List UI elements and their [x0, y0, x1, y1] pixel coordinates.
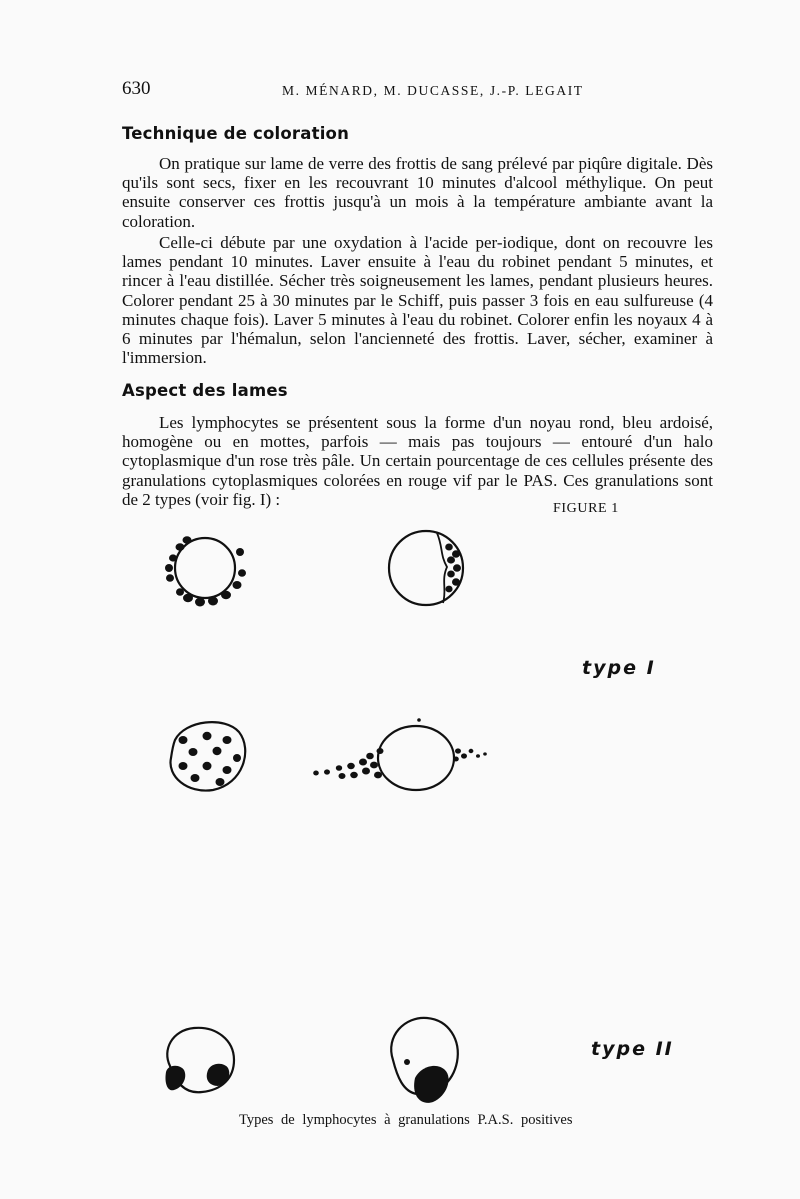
cell-drawing-cap-granule — [385, 1012, 465, 1107]
section-heading-aspect: Aspect des lames — [122, 381, 288, 400]
figure-label: FIGURE 1 — [553, 501, 619, 516]
figure-caption: Types de lymphocytes à granulations P.A.S. positives — [239, 1112, 573, 1128]
cell-drawing-polar-caps — [160, 1022, 240, 1097]
section-heading-technique: Technique de coloration — [122, 124, 350, 143]
type-1-label: type I — [582, 657, 656, 679]
page-number: 630 — [122, 78, 151, 99]
page-header — [122, 78, 682, 102]
cell-drawing-granules-crescent — [385, 525, 475, 610]
cell-drawing-granules-scattered — [165, 718, 250, 793]
cell-drawing-granules-peripheral — [160, 525, 250, 610]
type-2-label: type II — [591, 1038, 674, 1060]
paragraph-aspect-1: Les lymphocytes se présentent sous la forme d'un noyau rond, bleu ardoisé, homogène ou en mottes, parfois — mais pas toujours — entouré d'un halo cytoplasmique d'un rose très pâle. Un certain pourcentage de ces cellules présente des granulations cytoplasmiques colorées en rouge vif par le PAS. Ces granulations sont de 2 types (voir fig. I) : — [122, 413, 713, 509]
paragraph-technique-1: On pratique sur lame de verre des frottis de sang prélevé par piqûre digitale. Dès qu'ils sont secs, fixer en les recouvrant 10 minutes d'alcool méthylique. On peut ensuite conserver ces frottis jusqu'à un mois à la température ambiante avant la coloration. — [122, 154, 713, 231]
running-head: M. MÉNARD, M. DUCASSE, J.-P. LEGAIT — [282, 83, 584, 98]
paragraph-technique-2: Celle-ci débute par une oxydation à l'acide per-iodique, dont on recouvre les lames pendant 10 minutes. Laver ensuite à l'eau du robinet pendant 5 minutes, et rincer à l'eau distillée. Sécher très soigneusement les lames, pendant plusieurs heures. Colorer pendant 25 à 30 minutes par le Schiff, puis passer 3 fois en eau sulfureuse (4 minutes chaque fois). Laver 5 minutes à l'eau du robinet. Colorer enfin les noyaux 4 à 6 minutes par l'hémalun, selon l'ancienneté des frottis. Laver, sécher, examiner à l'immersion. — [122, 233, 713, 368]
cell-drawing-granules-polar — [308, 718, 493, 798]
